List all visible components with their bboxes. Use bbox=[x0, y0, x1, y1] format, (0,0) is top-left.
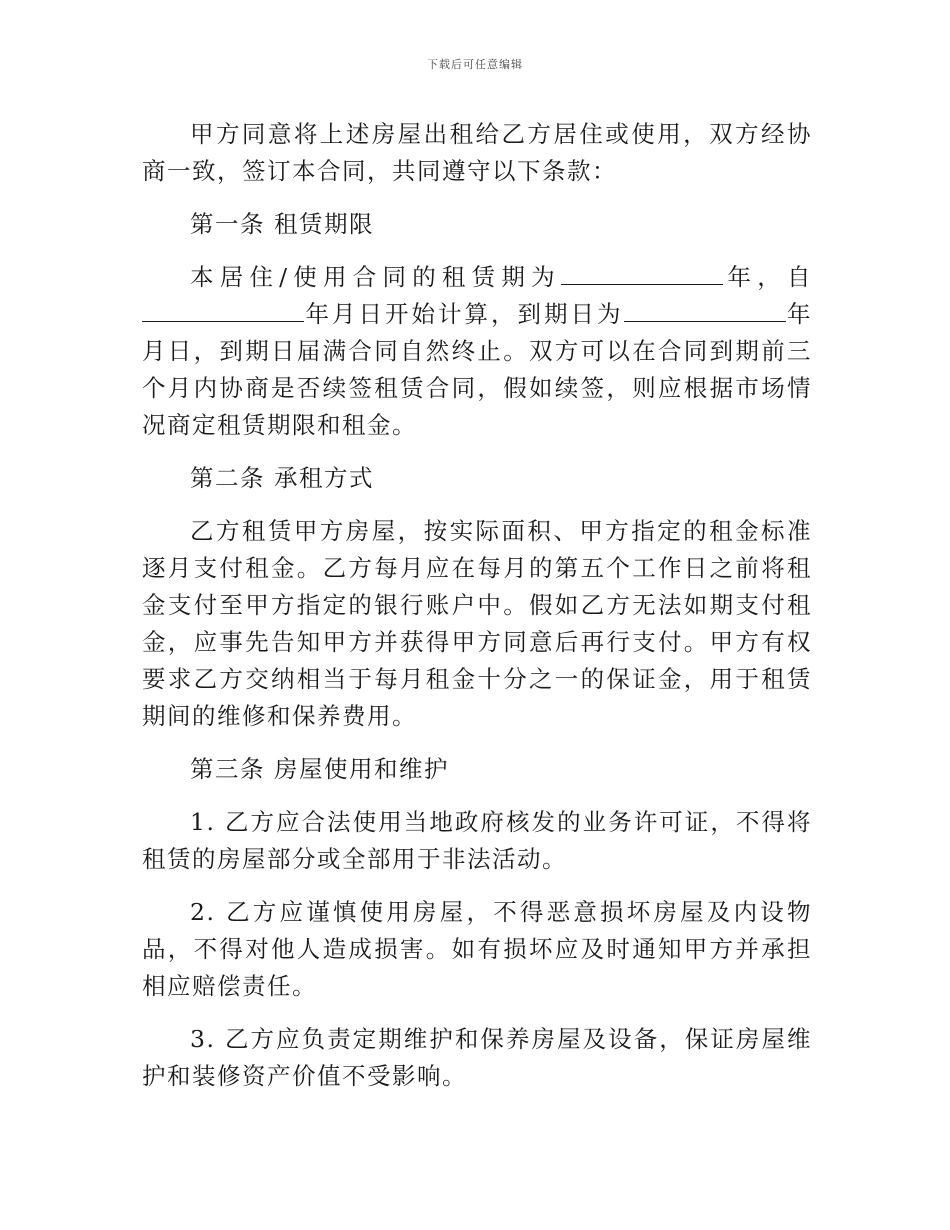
article-3-item-1: 1. 乙方应合法使用当地政府核发的业务许可证，不得将租赁的房屋部分或全部用于非法活动。 bbox=[142, 808, 812, 873]
document-body bbox=[142, 116, 812, 1111]
article-3-heading: 第三条 房屋使用和维护 bbox=[190, 755, 449, 783]
end-date-blank bbox=[624, 297, 786, 322]
page-header: 下载后可任意编辑 bbox=[427, 58, 523, 71]
article-3-item-3: 3. 乙方应负责定期维护和保养房屋及设备，保证房屋维护和装修资产价值不受影响。 bbox=[142, 1025, 812, 1090]
article-1-paragraph bbox=[142, 259, 812, 444]
article-3-item-2: 2. 乙方应谨慎使用房屋，不得恶意损坏房屋及内设物品，不得对他人造成损害。如有损坏应及时通知甲方并承担相应赔偿责任。 bbox=[142, 898, 812, 1000]
article-2-paragraph: 乙方租赁甲方房屋，按实际面积、甲方指定的租金标准逐月支付租金。乙方每月应在每月的第五个工作日之前将租金支付至甲方指定的银行账户中。假如乙方无法如期支付租金，应事先告知甲方并获得甲方同意后再行支付。甲方有权要求乙方交纳相当于每月租金十分之一的保证金，用于租赁期间的维修和保养费用。 bbox=[142, 517, 812, 730]
article-2-heading: 第二条 承租方式 bbox=[190, 464, 374, 492]
article-1-text-part-1: 本居住/使用合同的租赁期为 bbox=[190, 263, 561, 291]
article-1-text-part-4: 年月日，到期日届满合同自然终止。双方可以在合同到期前三个月内协商是否续签租赁合同，假如续签，则应根据市场情况商定租赁期限和租金。 bbox=[142, 300, 812, 439]
intro-paragraph: 甲方同意将上述房屋出租给乙方居住或使用，双方经协商一致，签订本合同，共同遵守以下条款： bbox=[142, 120, 812, 185]
article-1-text-part-2: 年，自 bbox=[722, 263, 812, 291]
start-date-blank bbox=[142, 297, 304, 322]
article-1-heading: 第一条 租赁期限 bbox=[190, 210, 374, 238]
article-1-text-part-3: 年月日开始计算，到期日为 bbox=[304, 300, 624, 328]
lease-term-blank bbox=[561, 260, 723, 285]
